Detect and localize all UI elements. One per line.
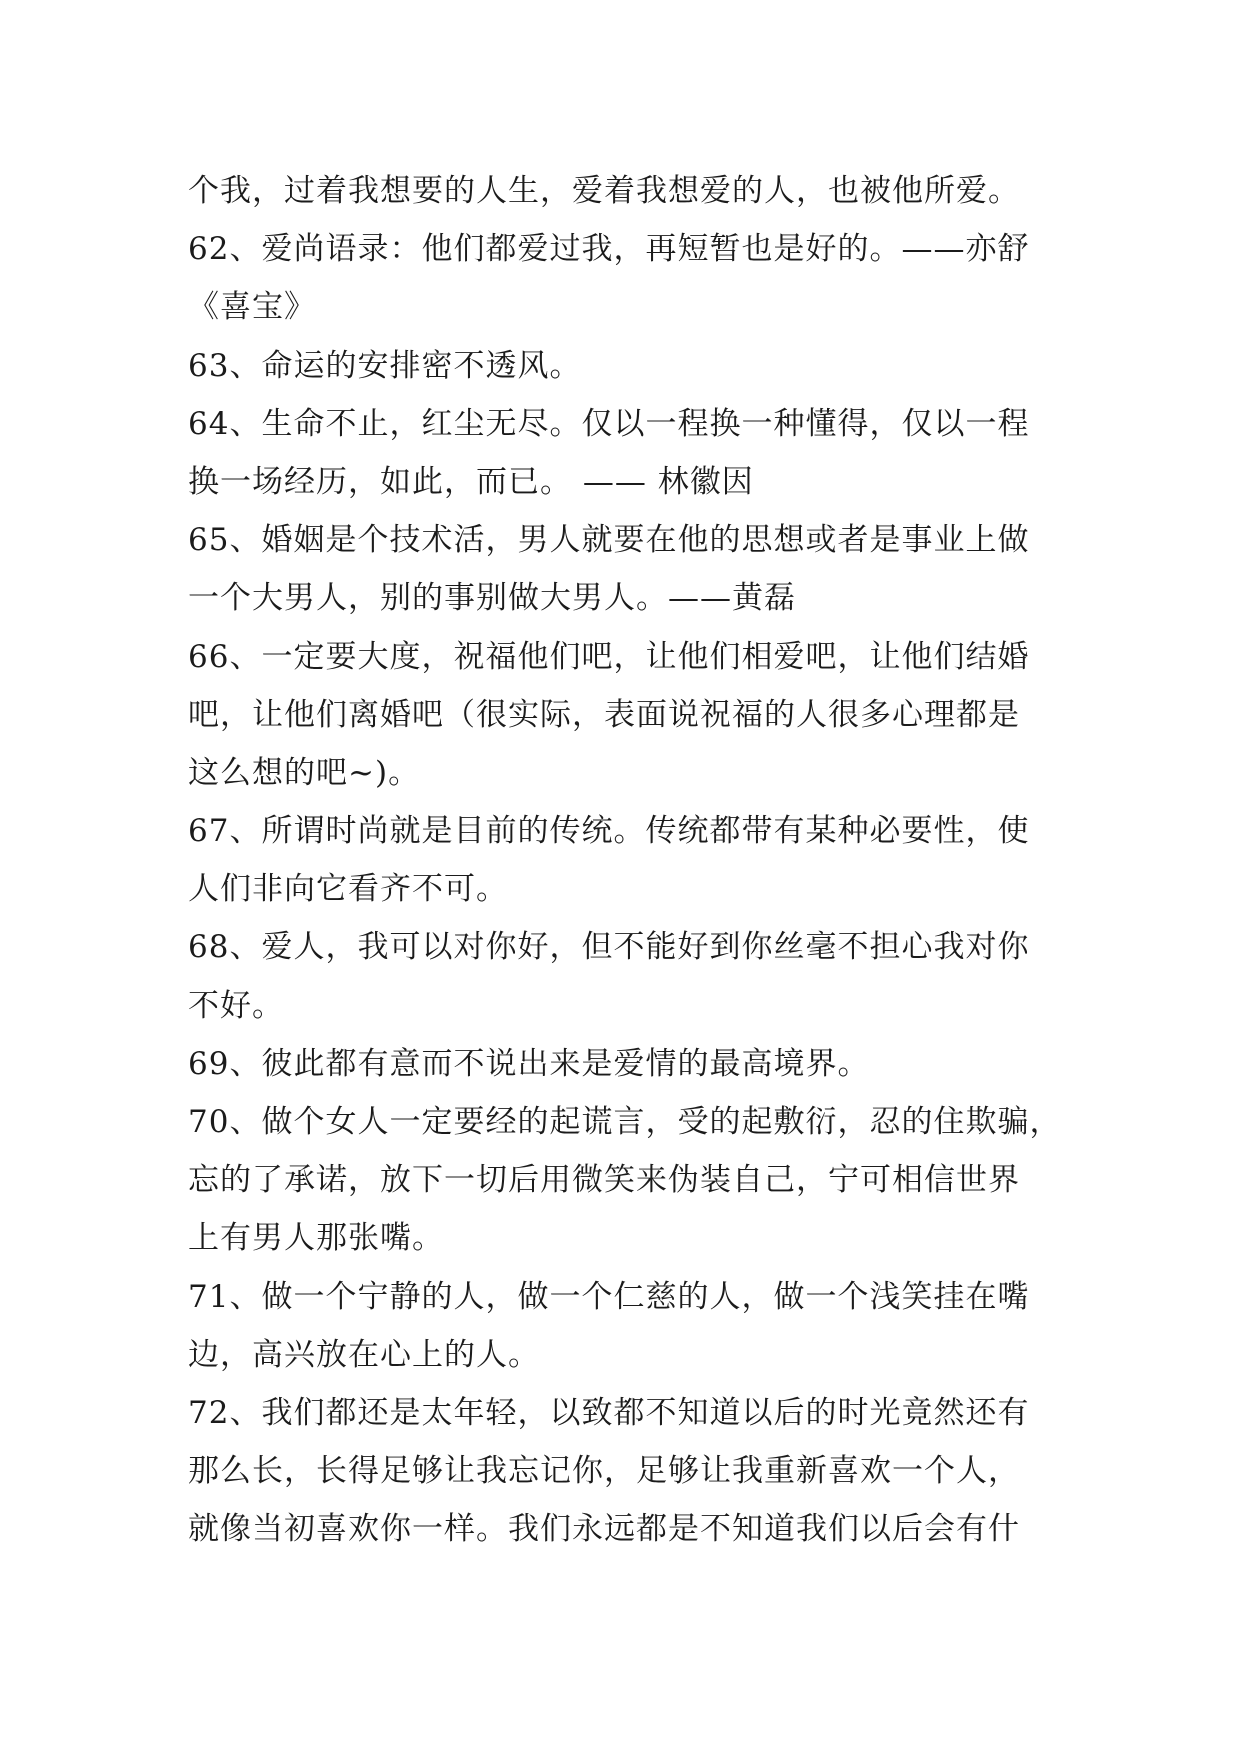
text-line: 这么想的吧~)。 (188, 754, 421, 791)
text-line: 63、命运的安排密不透风。 (188, 347, 582, 384)
text-line: 66、一定要大度，祝福他们吧，让他们相爱吧，让他们结婚 (188, 638, 1030, 675)
text-line: 72、我们都还是太年轻，以致都不知道以后的时光竟然还有 (188, 1394, 1030, 1431)
text-line: 一个大男人，别的事别做大男人。——黄磊 (188, 580, 796, 617)
text-line: 换一场经历，如此，而已。 —— 林徽因 (188, 463, 754, 500)
text-line: 就像当初喜欢你一样。我们永远都是不知道我们以后会有什 (188, 1511, 1020, 1548)
text-line: 那么长，长得足够让我忘记你，足够让我重新喜欢一个人， (188, 1453, 1020, 1490)
text-line: 个我，过着我想要的人生，爱着我想爱的人，也被他所爱。 (188, 173, 1020, 209)
text-line: 69、彼此都有意而不说出来是爱情的最高境界。 (188, 1045, 870, 1082)
text-line: 71、做一个宁静的人，做一个仁慈的人，做一个浅笑挂在嘴 (188, 1278, 1030, 1315)
text-line: 边，高兴放在心上的人。 (188, 1336, 540, 1373)
text-line: 70、做个女人一定要经的起谎言，受的起敷衍，忍的住欺骗， (188, 1104, 1062, 1140)
text-line: 不好。 (188, 987, 284, 1024)
text-line: 65、婚姻是个技术活，男人就要在他的思想或者是事业上做 (188, 522, 1030, 559)
text-line: 64、生命不止，红尘无尽。仅以一程换一种懂得，仅以一程 (188, 405, 1030, 442)
text-line: 62、爱尚语录：他们都爱过我，再短暂也是好的。——亦舒 (188, 231, 1030, 268)
text-line: 上有男人那张嘴。 (188, 1220, 444, 1257)
text-line: 《喜宝》 (188, 289, 316, 326)
text-line: 吧，让他们离婚吧（很实际，表面说祝福的人很多心理都是 (188, 696, 1020, 733)
text-line: 68、爱人，我可以对你好，但不能好到你丝毫不担心我对你 (188, 929, 1030, 966)
text-line: 人们非向它看齐不可。 (188, 871, 508, 908)
text-line: 67、所谓时尚就是目前的传统。传统都带有某种必要性，使 (188, 813, 1030, 850)
document-body (188, 162, 1088, 1559)
text-line: 忘的了承诺，放下一切后用微笑来伪装自己，宁可相信世界 (188, 1162, 1020, 1199)
